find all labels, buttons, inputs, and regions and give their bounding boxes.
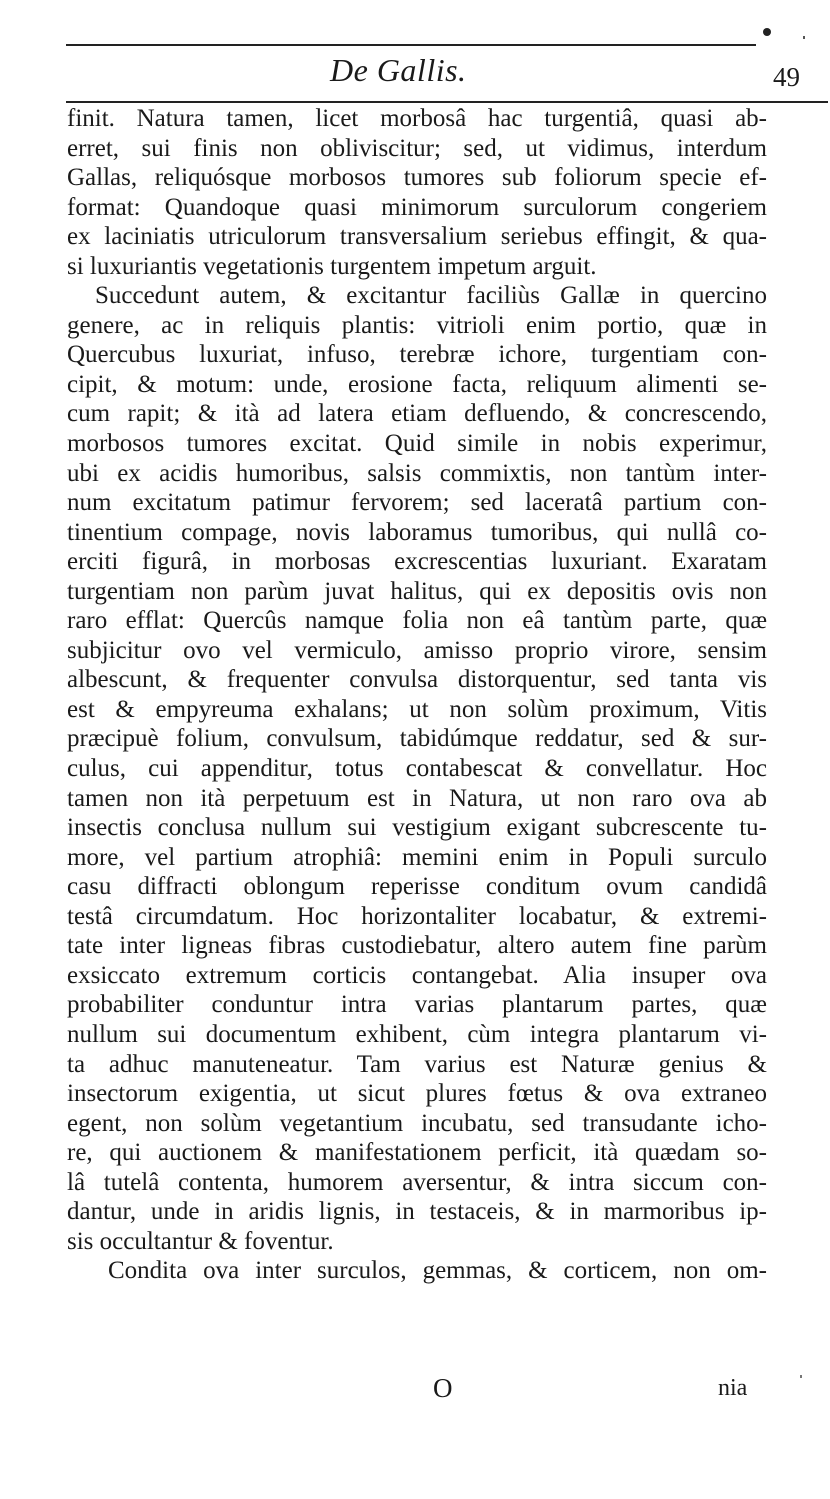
- text-line: subjicitur ovo vel vermiculo, amisso proprio virore, sensim: [67, 636, 767, 664]
- text-line: ex laciniatis utriculorum transversalium seriebus effingit, & qua-: [67, 223, 767, 251]
- text-line: dantur, unde in aridis lignis, in testaceis, & in marmoribus ip-: [67, 1198, 767, 1226]
- text-line: culus, cui appenditur, totus contabescat & convellatur. Hoc: [67, 755, 767, 783]
- catchword: nia: [718, 1375, 748, 1401]
- running-head: De Gallis.: [330, 52, 467, 88]
- text-line: finit. Natura tamen, licet morbosâ hac turgentiâ, quasi ab-: [67, 105, 767, 132]
- text-line: Condita ova inter surculos, gemmas, & corticem, non om-: [108, 1257, 767, 1285]
- text-line: cum rapit; & ità ad latera etiam defluendo, & concrescendo,: [67, 400, 767, 428]
- text-line: Quercubus luxuriat, infuso, terebræ ichore, turgentiam con-: [67, 341, 767, 369]
- page-number: 49: [773, 62, 800, 92]
- text-line: ubi ex acidis humoribus, salsis commixtis, non tantùm inter-: [67, 459, 767, 487]
- text-line: nullum sui documentum exhibent, cùm integra plantarum vi-: [67, 1020, 767, 1048]
- text-line: raro efflat: Quercûs namque folia non eâ tantùm parte, quæ: [67, 607, 767, 635]
- text-line: insectorum exigentia, ut sicut plures fœtus & ova extraneo: [67, 1080, 767, 1108]
- text-line: exsiccato extremum corticis contangebat. Alia insuper ova: [67, 961, 767, 989]
- text-line: sis occultantur & foventur.: [67, 1227, 334, 1255]
- text-line: lâ tutelâ contenta, humorem aversentur, & intra siccum con-: [67, 1168, 767, 1196]
- text-line: est & empyreuma exhalans; ut non solùm proximum, Vitis: [67, 695, 767, 723]
- text-line: turgentiam non parùm juvat halitus, qui ex depositis ovis non: [67, 577, 767, 605]
- ink-speck: [763, 28, 771, 36]
- text-line: testâ circumdatum. Hoc horizontaliter locabatur, & extremi-: [67, 902, 767, 930]
- text-line: probabiliter conduntur intra varias plantarum partes, quæ: [67, 991, 767, 1019]
- header-rule-top: [66, 44, 756, 46]
- signature-mark: O: [433, 1373, 453, 1403]
- text-line: erciti figurâ, in morbosas excrescentias luxuriant. Exaratam: [67, 548, 767, 576]
- text-line: casu diffracti oblongum reperisse conditum ovum candidâ: [67, 873, 767, 901]
- text-line: egent, non solùm vegetantium incubatu, sed transudante icho-: [67, 1109, 767, 1137]
- text-line: tamen non ità perpetuum est in Natura, ut non raro ova ab: [67, 784, 767, 812]
- text-line: num excitatum patimur fervorem; sed laceratâ partium con-: [67, 489, 767, 517]
- text-line: erret, sui finis non obliviscitur; sed, ut vidimus, interdum: [67, 134, 767, 162]
- text-line: si luxuriantis vegetationis turgentem impetum arguit.: [67, 252, 597, 280]
- text-line: insectis conclusa nullum sui vestigium exigant subcrescente tu-: [67, 814, 767, 842]
- text-line: genere, ac in reliquis plantis: vitrioli enim portio, quæ in: [67, 311, 767, 339]
- text-line: Gallas, reliquósque morbosos tumores sub foliorum specie ef-: [67, 164, 767, 192]
- text-line: format: Quandoque quasi minimorum surculorum congeriem: [67, 193, 767, 221]
- text-line: tinentium compage, novis laboramus tumoribus, qui nullâ co-: [67, 518, 767, 546]
- text-line: ta adhuc manuteneatur. Tam varius est Naturæ genius &: [67, 1050, 767, 1078]
- text-line: tate inter ligneas fibras custodiebatur, altero autem fine parùm: [67, 932, 767, 960]
- text-line: Succedunt autem, & excitantur faciliùs Gallæ in quercino: [95, 282, 767, 310]
- text-line: albescunt, & frequenter convulsa distorquentur, sed tanta vis: [67, 666, 767, 694]
- text-line: re, qui auctionem & manifestationem perficit, ità quædam so-: [67, 1139, 767, 1167]
- text-line: morbosos tumores excitat. Quid simile in nobis experimur,: [67, 430, 767, 458]
- header-rule-bottom: [66, 101, 828, 103]
- text-line: more, vel partium atrophiâ: memini enim in Populi surculo: [67, 843, 767, 871]
- ink-speck: [800, 1375, 802, 1378]
- body-text: [67, 104, 767, 1286]
- text-line: cipit, & motum: unde, erosione facta, reliquum alimenti se-: [67, 370, 767, 398]
- ink-speck: [803, 36, 805, 39]
- text-line: præcipuè folium, convulsum, tabidúmque reddatur, sed & sur-: [67, 725, 767, 753]
- page-footer: [0, 1373, 830, 1413]
